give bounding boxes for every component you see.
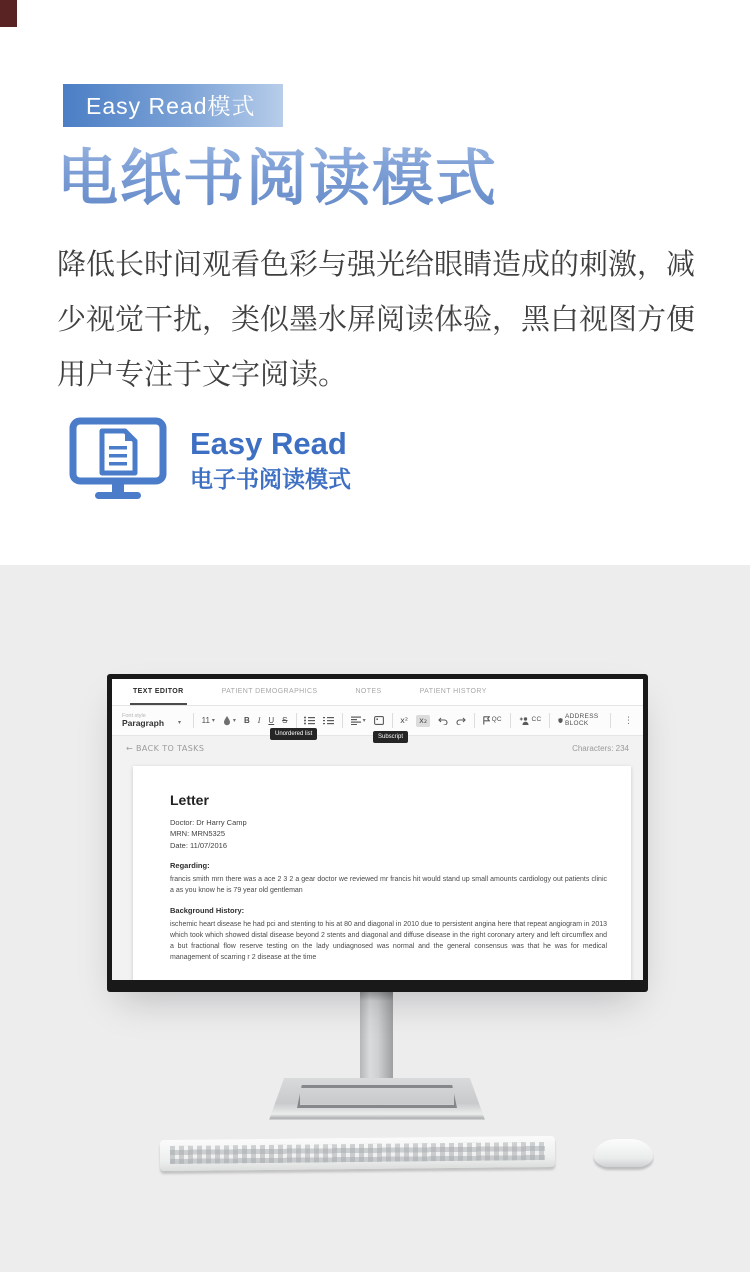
qc-button[interactable]: [483, 716, 502, 725]
back-to-tasks-link[interactable]: ← BACK TO TASKS: [126, 744, 205, 753]
corner-mark: [0, 0, 17, 27]
keyboard-keys: [170, 1142, 545, 1164]
toolbar-divider: [549, 713, 550, 728]
toolbar-divider: [510, 713, 511, 728]
tab-notes[interactable]: NOTES: [355, 687, 382, 695]
monitor-stand-base: [269, 1078, 485, 1120]
letter-meta-doctor: Doctor: Dr Harry Camp: [170, 818, 247, 827]
image-icon: [374, 716, 384, 725]
history-heading: Background History:: [170, 906, 245, 916]
stand-base-ring: [297, 1085, 457, 1108]
keyboard: [160, 1136, 555, 1171]
undo-button[interactable]: [438, 717, 448, 725]
toolbar-divider: [610, 713, 611, 728]
numbered-list-icon: [323, 716, 334, 725]
tab-patient-demographics[interactable]: PATIENT DEMOGRAPHICS: [221, 687, 318, 695]
subscript-button[interactable]: x₂: [416, 715, 430, 727]
chevron-down-icon: ▾: [211, 716, 215, 724]
chevron-down-icon: ▾: [178, 719, 182, 727]
editor-workspace: [112, 731, 643, 980]
page-title: 电纸书阅读模式: [57, 130, 498, 217]
showcase-section: [0, 565, 750, 1272]
toolbar-divider: [296, 713, 297, 728]
feature-subtitle: 电子书阅读模式: [190, 466, 351, 493]
character-count: Characters: 234: [572, 744, 629, 753]
address-block-label: ADDRESS BLOCK: [564, 713, 599, 727]
screen: [112, 679, 643, 980]
toolbar-divider: [392, 713, 393, 728]
cc-label: CC: [531, 716, 542, 724]
toolbar-divider: [342, 713, 343, 728]
chevron-down-icon: ▾: [362, 716, 366, 724]
easy-read-badge: Easy Read模式: [63, 84, 283, 127]
undo-icon: [438, 717, 448, 725]
mouse: [594, 1139, 653, 1167]
chevron-down-icon: ▾: [232, 716, 236, 724]
font-style-label: Font style: [122, 712, 146, 719]
regarding-body: francis smith mrn there was a ace 2 3 2 a gear doctor we reviewed mr francis hit would stand up small amounts cardiology out patients clinic a as you know he is 79 year old gentleman: [170, 875, 607, 894]
overflow-menu-icon[interactable]: ⋮: [624, 715, 634, 726]
flag-icon: [483, 716, 490, 725]
hero-description: 降低长时间观看色彩与强光给眼睛造成的刺激，减少视觉干扰，类似墨水屏阅读体验，黑白视图方便用户专注于文字阅读。: [57, 249, 696, 392]
qc-label: QC: [491, 716, 502, 724]
letter-meta-mrn: MRN: MRN5325: [170, 829, 226, 839]
ordered-list-button[interactable]: [323, 716, 334, 725]
font-style-value: Paragraph: [122, 717, 165, 728]
unordered-list-tooltip: Unordered list: [270, 728, 317, 740]
monitor-stand-neck: [360, 991, 393, 1084]
monitor-document-icon: [68, 416, 168, 504]
insert-image-button[interactable]: [374, 716, 384, 725]
letter-title: Letter: [170, 792, 209, 808]
superscript-button[interactable]: x²: [400, 715, 409, 725]
toolbar-divider: [193, 713, 194, 728]
shield-icon: [558, 716, 563, 725]
regarding-heading: Regarding:: [170, 860, 210, 870]
bullet-list-icon: [304, 716, 315, 725]
bold-button[interactable]: B: [243, 715, 250, 725]
align-left-icon: [351, 716, 361, 725]
underline-button[interactable]: U: [268, 715, 275, 725]
redo-icon: [456, 717, 466, 725]
redo-button[interactable]: [456, 717, 466, 725]
monitor: [107, 674, 648, 992]
easy-read-feature: [68, 416, 351, 504]
tab-text-editor[interactable]: TEXT EDITOR: [130, 679, 187, 705]
unordered-list-button[interactable]: [304, 716, 315, 725]
font-size-value: 11: [201, 715, 210, 725]
text-color-button[interactable]: [223, 716, 236, 726]
font-style-select[interactable]: [122, 713, 181, 728]
history-body: ischemic heart disease he had pci and stenting to his at 80 and diagonal in 2010 due to persistent angina here that repeat angiogram in 2013 which took which showed distal disease beyond 2 stents and diagonal and diffuse disease in the right coronary artery and left circumflex and a but fractional flow reserve testing on the lady undiagnosed was normal and the general consensus was that he was for medical management of scarring r 2 disease at the time: [170, 921, 607, 961]
feature-text: [190, 426, 351, 495]
tab-patient-history[interactable]: PATIENT HISTORY: [419, 687, 487, 695]
strikethrough-button[interactable]: S: [282, 715, 288, 725]
add-person-icon: [518, 716, 529, 725]
font-size-select[interactable]: [202, 717, 215, 725]
editor-tab-bar: [112, 679, 643, 706]
align-button[interactable]: [351, 716, 366, 725]
italic-button[interactable]: I: [257, 715, 261, 725]
cc-button[interactable]: [518, 716, 541, 725]
letter-document[interactable]: [133, 766, 631, 980]
toolbar-divider: [474, 713, 475, 728]
feature-title: Easy Read: [190, 425, 347, 461]
letter-meta-date: Date: 11/07/2016: [170, 840, 227, 850]
subscript-tooltip: Subscript: [373, 731, 408, 743]
color-drop-icon: [223, 716, 231, 726]
address-block-button[interactable]: [558, 714, 602, 727]
